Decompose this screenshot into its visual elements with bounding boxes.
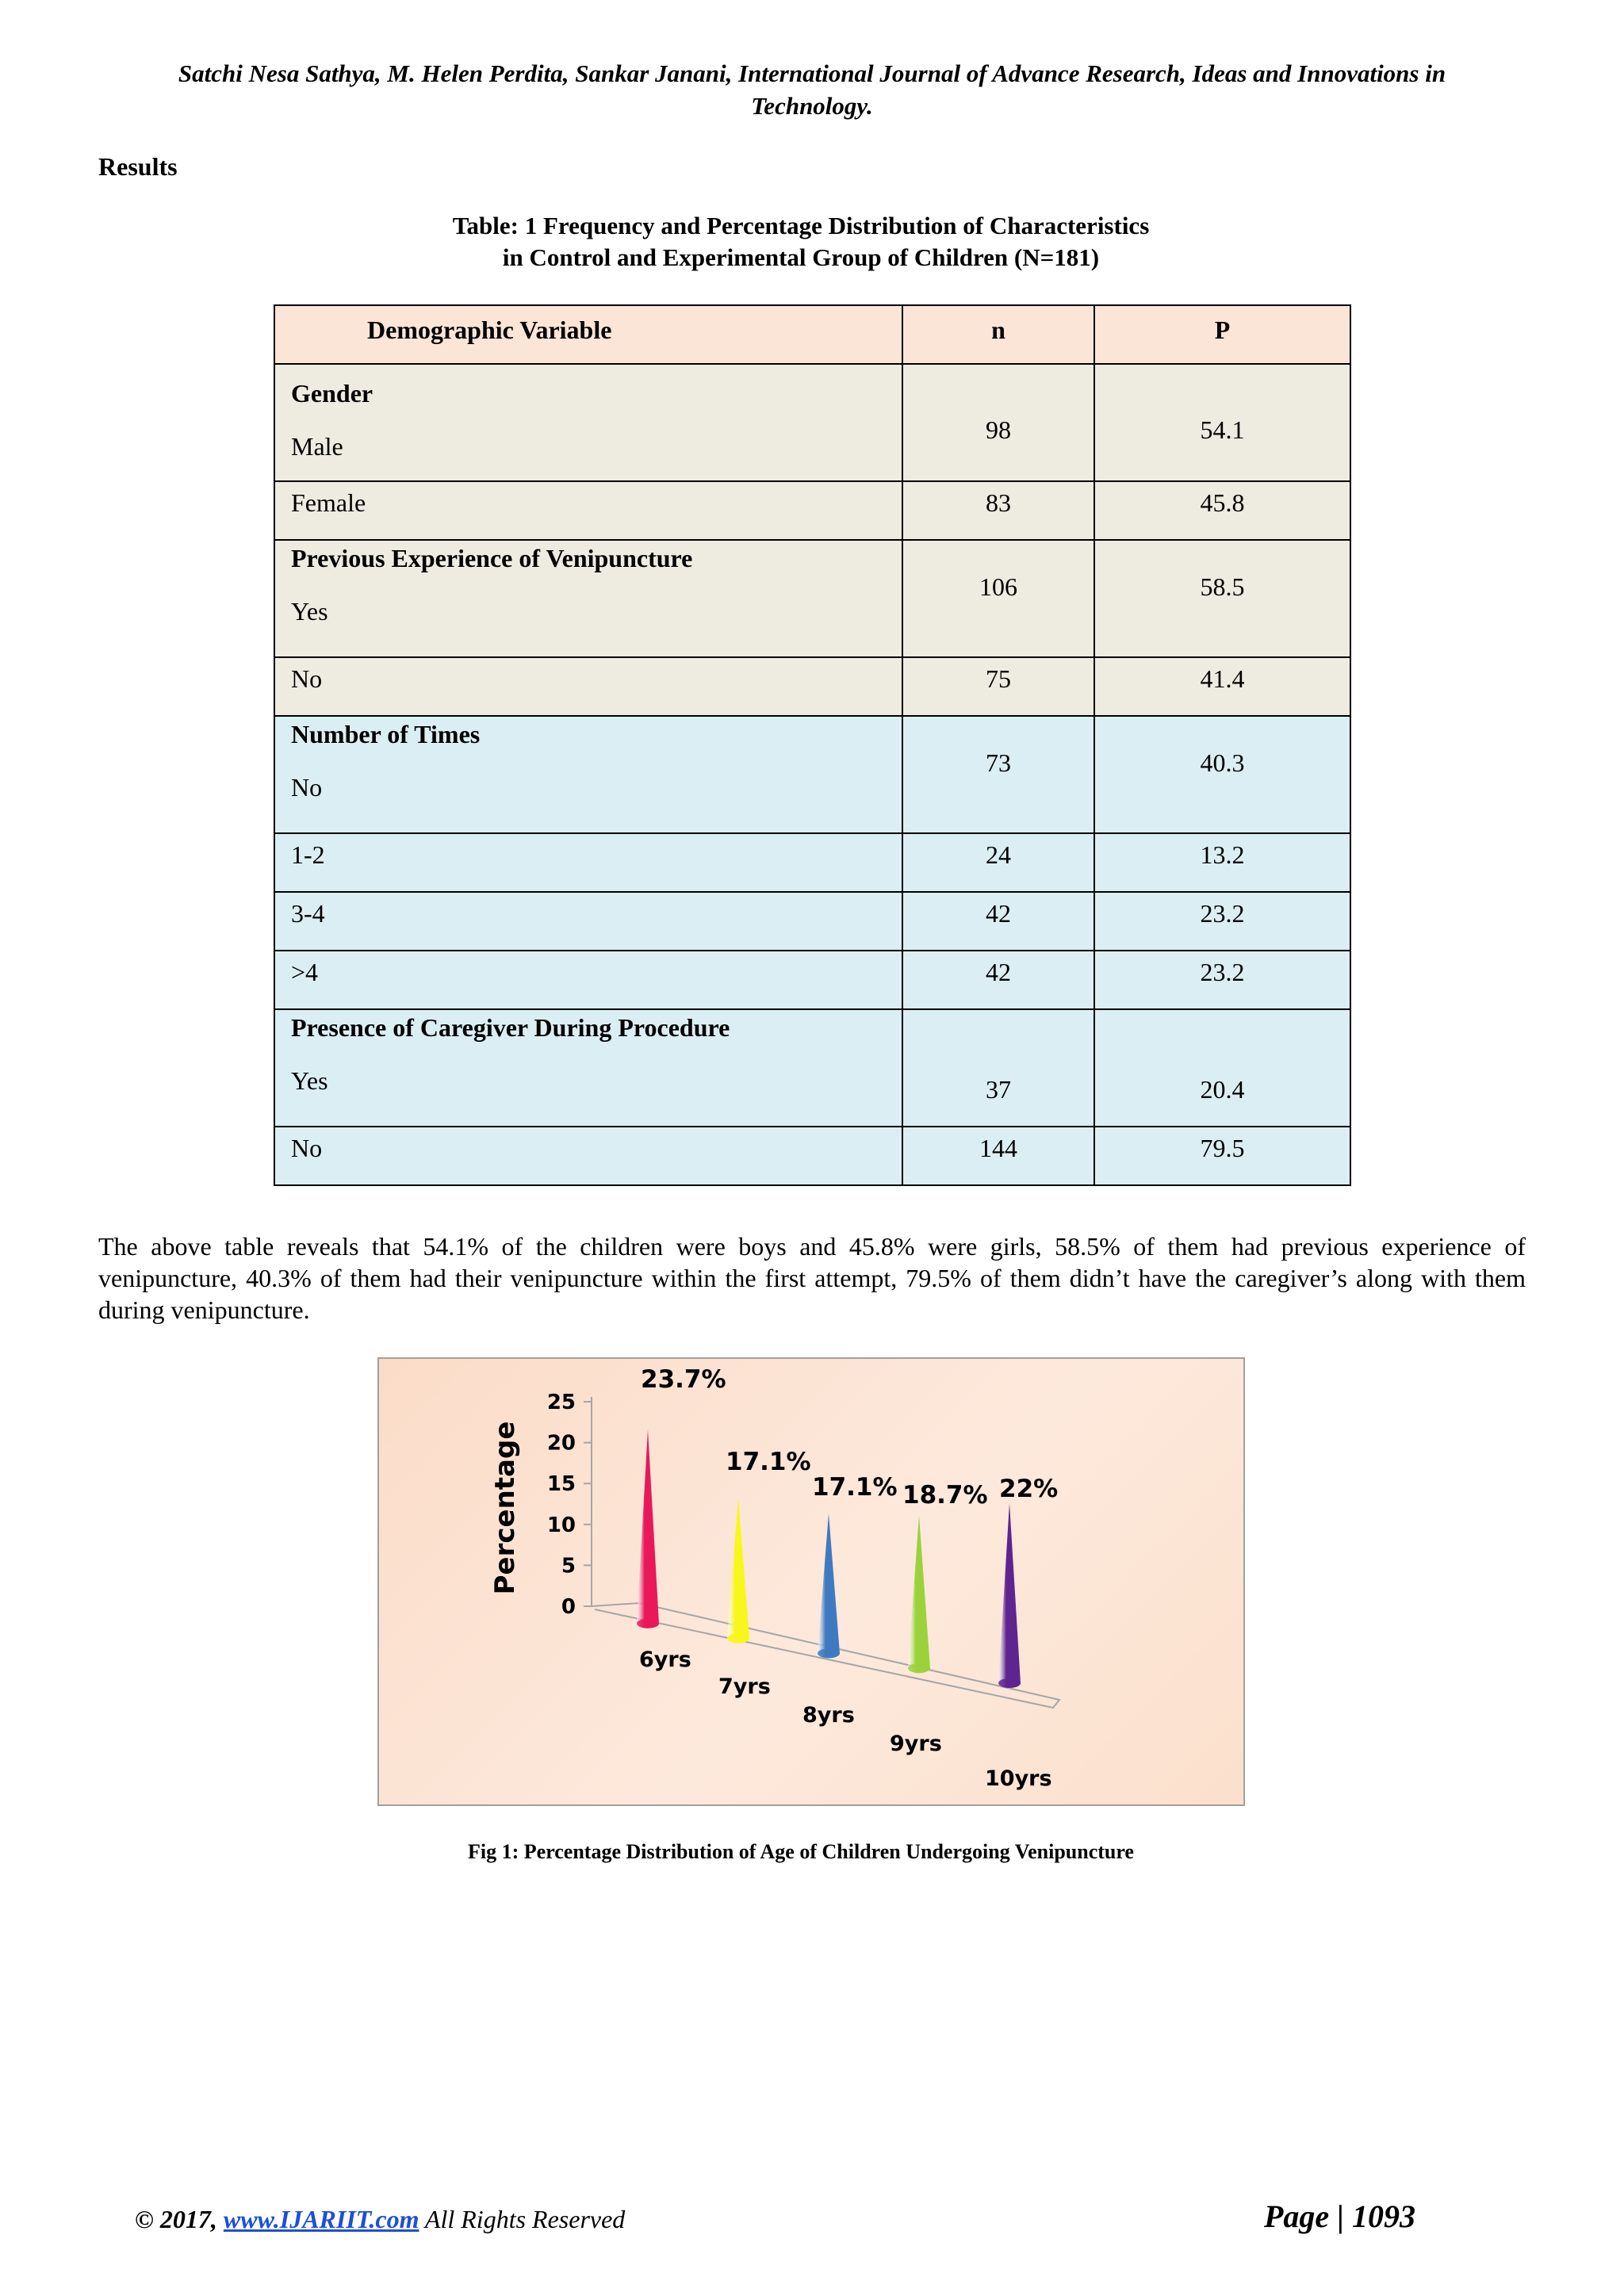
copyright-year: © 2017, (135, 2205, 217, 2233)
table-cell-variable (274, 540, 902, 657)
column-header-p: P (1094, 305, 1350, 364)
cone-base (727, 1634, 749, 1644)
table-cell-variable: 3-4 (274, 892, 902, 951)
running-header (79, 57, 1545, 122)
cone-bar (637, 1429, 659, 1628)
table-cell-variable: 1-2 (274, 833, 902, 892)
table-cell-p: 40.3 (1094, 716, 1350, 833)
y-axis-label: Percentage (489, 1421, 521, 1595)
table-cell-variable (274, 1009, 902, 1127)
table-cell-p: 54.1 (1094, 364, 1350, 481)
table-cell-n: 73 (902, 716, 1094, 833)
y-tick-label: 15 (546, 1472, 576, 1497)
table-caption (238, 210, 1364, 274)
table-row (274, 540, 1350, 657)
table-cell-p: 58.5 (1094, 540, 1350, 657)
data-label: 17.1% (812, 1473, 898, 1502)
table-cell-n: 98 (902, 364, 1094, 481)
x-tick-label: 10yrs (985, 1766, 1052, 1791)
table-cell-n: 83 (902, 481, 1094, 540)
table-header-row (274, 305, 1350, 364)
running-header-line1: Satchi Nesa Sathya, M. Helen Perdita, Sankar Janani, International Journal of Advance Research, Ideas and Innovations in (178, 59, 1446, 87)
table-row (274, 892, 1350, 951)
group-title-number-of-times: Number of Times (291, 720, 481, 748)
table-cell-variable: Female (274, 481, 902, 540)
summary-paragraph: The above table reveals that 54.1% of the children were boys and 45.8% were girls, 58.5% of them had previous experience of venipuncture, 40.3% of them had their venipuncture within the first attempt, 79.5% of them didn’t have the caregiver’s along with them during venipuncture. (98, 1232, 1526, 1324)
y-tick-label: 25 (546, 1391, 576, 1414)
table-cell-variable (274, 364, 902, 481)
column-header-n: n (902, 305, 1094, 364)
table-cell-n: 106 (902, 540, 1094, 657)
data-label: 18.7% (902, 1481, 988, 1510)
y-tick-label: 10 (546, 1513, 576, 1537)
table-caption-line1: Table: 1 Frequency and Percentage Distribution of Characteristics (452, 212, 1150, 239)
cone-base (818, 1648, 840, 1658)
table-cell-n: 42 (902, 951, 1094, 1009)
y-tick-label: 0 (561, 1595, 576, 1619)
x-tick-label: 6yrs (639, 1647, 691, 1672)
cone-base (637, 1619, 659, 1628)
table-cell-variable: No (274, 657, 902, 716)
table-cell-variable: No (274, 1127, 902, 1185)
table-cell-variable: >4 (274, 951, 902, 1009)
table-row (274, 716, 1350, 833)
cone-base (998, 1678, 1021, 1688)
section-heading: Results (98, 152, 178, 181)
table-cell-p: 23.2 (1094, 951, 1350, 1009)
table-cell-p: 23.2 (1094, 892, 1350, 951)
group-title-previous-experience: Previous Experience of Venipuncture (291, 544, 693, 572)
table-row (274, 1127, 1350, 1185)
data-label: 22% (999, 1475, 1059, 1503)
table-row (274, 833, 1350, 892)
table-cell-n: 144 (902, 1127, 1094, 1185)
table-caption-line2: in Control and Experimental Group of Children (N=181) (502, 243, 1100, 271)
cone-bar (908, 1515, 930, 1673)
y-tick-label: 20 (546, 1431, 576, 1456)
page-number: Page | 1093 (1264, 2198, 1415, 2234)
age-distribution-chart (377, 1357, 1245, 1806)
table-row (274, 481, 1350, 540)
table-cell-n: 24 (902, 833, 1094, 892)
demographic-table (274, 304, 1351, 1186)
figure-caption: Fig 1: Percentage Distribution of Age of Children Undergoing Venipuncture (468, 1840, 1134, 1863)
footer-copyright (135, 2205, 625, 2234)
table-cell-variable (274, 716, 902, 833)
table-row (274, 1009, 1350, 1127)
x-tick-label: 8yrs (802, 1703, 855, 1728)
table-cell-n: 37 (902, 1009, 1094, 1127)
table-cell-p: 20.4 (1094, 1009, 1350, 1127)
chart-canvas (379, 1359, 1243, 1804)
cone-bar (727, 1498, 749, 1643)
x-tick-label: 9yrs (890, 1732, 942, 1756)
data-label: 17.1% (726, 1448, 811, 1476)
table-cell-p: 45.8 (1094, 481, 1350, 540)
row-label: Yes (291, 1066, 328, 1095)
cone-base (908, 1663, 930, 1673)
data-label: 23.7% (641, 1365, 726, 1394)
row-label: Yes (291, 597, 328, 626)
table-cell-p: 13.2 (1094, 833, 1350, 892)
table-cell-n: 75 (902, 657, 1094, 716)
table-cell-p: 41.4 (1094, 657, 1350, 716)
row-label: Male (291, 432, 343, 461)
table-row (274, 657, 1350, 716)
group-title-caregiver: Presence of Caregiver During Procedure (291, 1013, 730, 1042)
site-link[interactable]: www.IJARIIT.com (223, 2205, 419, 2233)
rights-text: All Rights Reserved (424, 2205, 626, 2233)
running-header-line2: Technology. (751, 92, 873, 120)
row-label: No (291, 773, 323, 802)
table-row (274, 364, 1350, 481)
cone-bar (818, 1513, 840, 1658)
table-cell-p: 79.5 (1094, 1127, 1350, 1185)
x-tick-label: 7yrs (718, 1674, 771, 1699)
y-tick-label: 5 (561, 1554, 576, 1578)
cone-bar (998, 1503, 1021, 1688)
column-header-variable: Demographic Variable (274, 305, 902, 364)
table-row (274, 951, 1350, 1009)
group-title-gender: Gender (291, 379, 373, 408)
table-cell-n: 42 (902, 892, 1094, 951)
